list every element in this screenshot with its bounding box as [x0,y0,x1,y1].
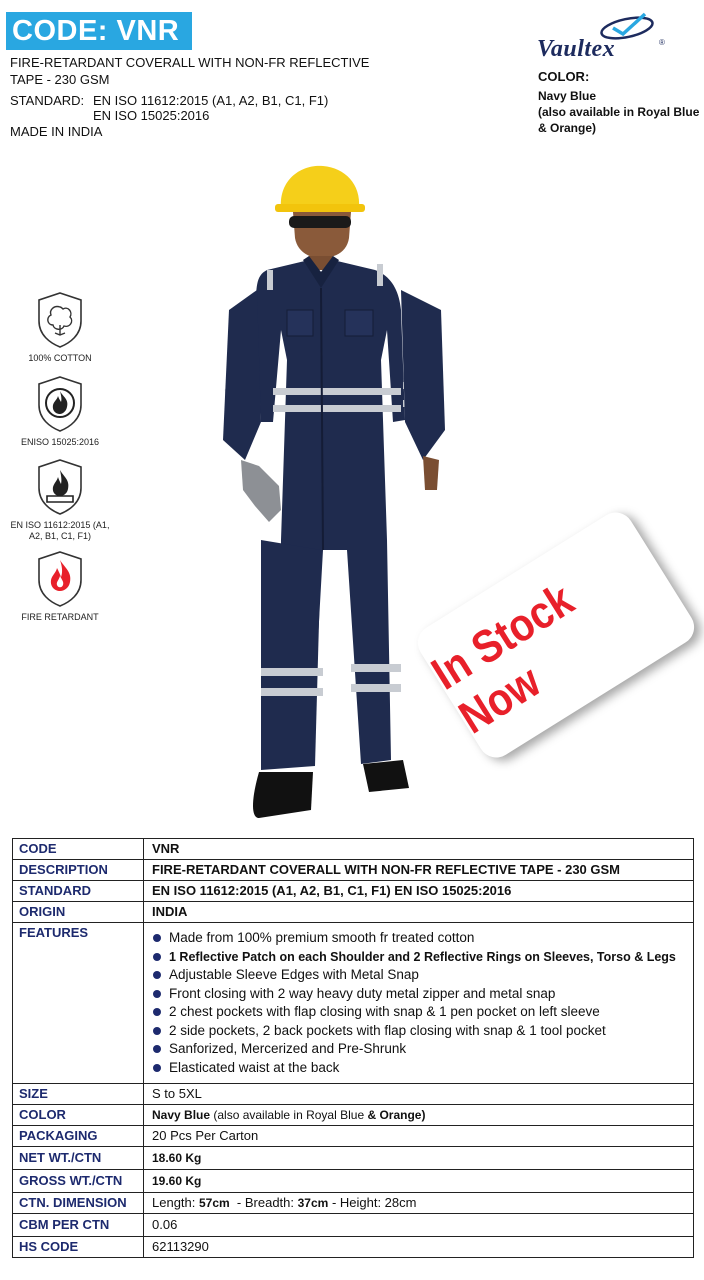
spec-table [12,838,694,1258]
table-row [13,860,694,881]
list-item: Sanforized, Mercerized and Pre-Shrunk [152,1040,685,1059]
table-row [13,1105,694,1126]
list-item: 1 Reflective Patch on each Shoulder and 2 Reflective Rings on Sleeves, Torso & Legs [152,948,685,967]
row-label-cbm: CBM PER CTN [13,1214,144,1237]
features-list [152,923,685,1077]
table-row [13,1170,694,1193]
cert-caption: FIRE RETARDANT [21,612,99,622]
cert-en-iso-11612 [10,458,110,542]
color-alternatives: (also available in Royal Blue & Orange) [538,105,700,135]
cert-caption: ENISO 15025:2016 [20,437,100,447]
made-in-label: MADE IN INDIA [10,124,103,139]
cotton-icon [36,291,84,349]
table-row [13,923,694,1084]
glove-icon [241,460,281,522]
color-amp-value: & Orange) [367,1108,426,1122]
table-row [13,1193,694,1214]
standard-block [10,93,328,123]
row-label-color: COLOR [13,1105,144,1126]
dim-length-label: Length: [152,1195,199,1210]
dim-length: 57cm [199,1196,230,1210]
table-row [13,1237,694,1258]
dim-height: - Height: 28cm [328,1195,417,1210]
table-row [13,1084,694,1105]
color-main-value: Navy Blue [152,1108,211,1122]
dim-breadth-label: - Breadth: [229,1195,298,1210]
table-row [13,1126,694,1147]
list-item: 2 side pockets, 2 back pockets with flap closing with snap & 1 tool pocket [152,1022,685,1041]
row-value-code: VNR [144,839,694,860]
list-item: 2 chest pockets with flap closing with snap & 1 pen pocket on left sleeve [152,1003,685,1022]
row-label-code: CODE [13,839,144,860]
standard-line-1: EN ISO 11612:2015 (A1, A2, B1, C1, F1) [93,93,329,108]
cert-caption: 100% COTTON [28,353,92,363]
row-label-gross-weight: GROSS WT./CTN [13,1170,144,1193]
cert-cotton [10,291,110,364]
helmet-icon [281,166,359,208]
row-value-gross-weight: 19.60 Kg [144,1170,694,1193]
list-item: Elasticated waist at the back [152,1059,685,1078]
worker-coverall-illustration [215,160,455,825]
flame-fabric-icon [36,458,84,516]
row-value-dimension [144,1193,694,1214]
row-value-description: FIRE-RETARDANT COVERALL WITH NON-FR REFLECTIVE TAPE - 230 GSM [144,860,694,881]
cert-en-iso-15025 [10,375,110,448]
row-value-origin: INDIA [144,902,694,923]
safety-shoe-icon [363,760,409,792]
row-value-packaging: 20 Pcs Per Carton [144,1126,694,1147]
row-label-size: SIZE [13,1084,144,1105]
dim-breadth: 37cm [297,1196,329,1210]
safety-shoe-icon [253,772,313,818]
row-label-net-weight: NET WT./CTN [13,1147,144,1170]
row-label-standard: STANDARD [13,881,144,902]
row-value-size: S to 5XL [144,1084,694,1105]
standard-line-2: EN ISO 15025:2016 [93,108,210,123]
fire-retardant-icon [36,550,84,608]
color-label: COLOR: [538,69,590,84]
row-value-color [144,1105,694,1126]
color-value [538,88,703,136]
in-stock-text: In Stock Now [423,574,583,744]
row-label-dimension: CTN. DIMENSION [13,1193,144,1214]
list-item: Adjustable Sleeve Edges with Metal Snap [152,966,685,985]
list-item: Made from 100% premium smooth fr treated cotton [152,929,685,948]
table-row [13,881,694,902]
row-label-hs-code: HS CODE [13,1237,144,1258]
row-label-packaging: PACKAGING [13,1126,144,1147]
table-row [13,1214,694,1237]
row-value-features [144,923,694,1084]
color-main: Navy Blue [538,89,597,103]
row-value-net-weight: 18.60 Kg [144,1147,694,1170]
vaultex-logo [535,12,675,64]
row-label-origin: ORIGIN [13,902,144,923]
logo-wordmark: Vaultex [537,36,616,62]
row-value-standard: EN ISO 11612:2015 (A1, A2, B1, C1, F1) EN ISO 15025:2016 [144,881,694,902]
flame-circle-icon [36,375,84,433]
row-value-cbm: 0.06 [144,1214,694,1237]
product-subtitle: FIRE-RETARDANT COVERALL WITH NON-FR REFLECTIVE TAPE - 230 GSM [10,55,370,87]
safety-glasses-icon [289,216,351,228]
list-item: Front closing with 2 way heavy duty metal zipper and metal snap [152,985,685,1004]
row-value-hs-code: 62113290 [144,1237,694,1258]
table-row [13,902,694,923]
registered-mark: ® [659,38,665,47]
product-code-badge: CODE: VNR [6,12,192,50]
cert-caption: EN ISO 11612:2015 (A1, A2, B1, C1, F1) [10,520,110,541]
color-rest-value: (also available in Royal Blue [210,1108,368,1122]
table-row [13,1147,694,1170]
table-row [13,839,694,860]
cert-fire-retardant [10,550,110,623]
standard-label: STANDARD: [10,93,85,108]
row-label-features: FEATURES [13,923,144,1084]
row-label-description: DESCRIPTION [13,860,144,881]
